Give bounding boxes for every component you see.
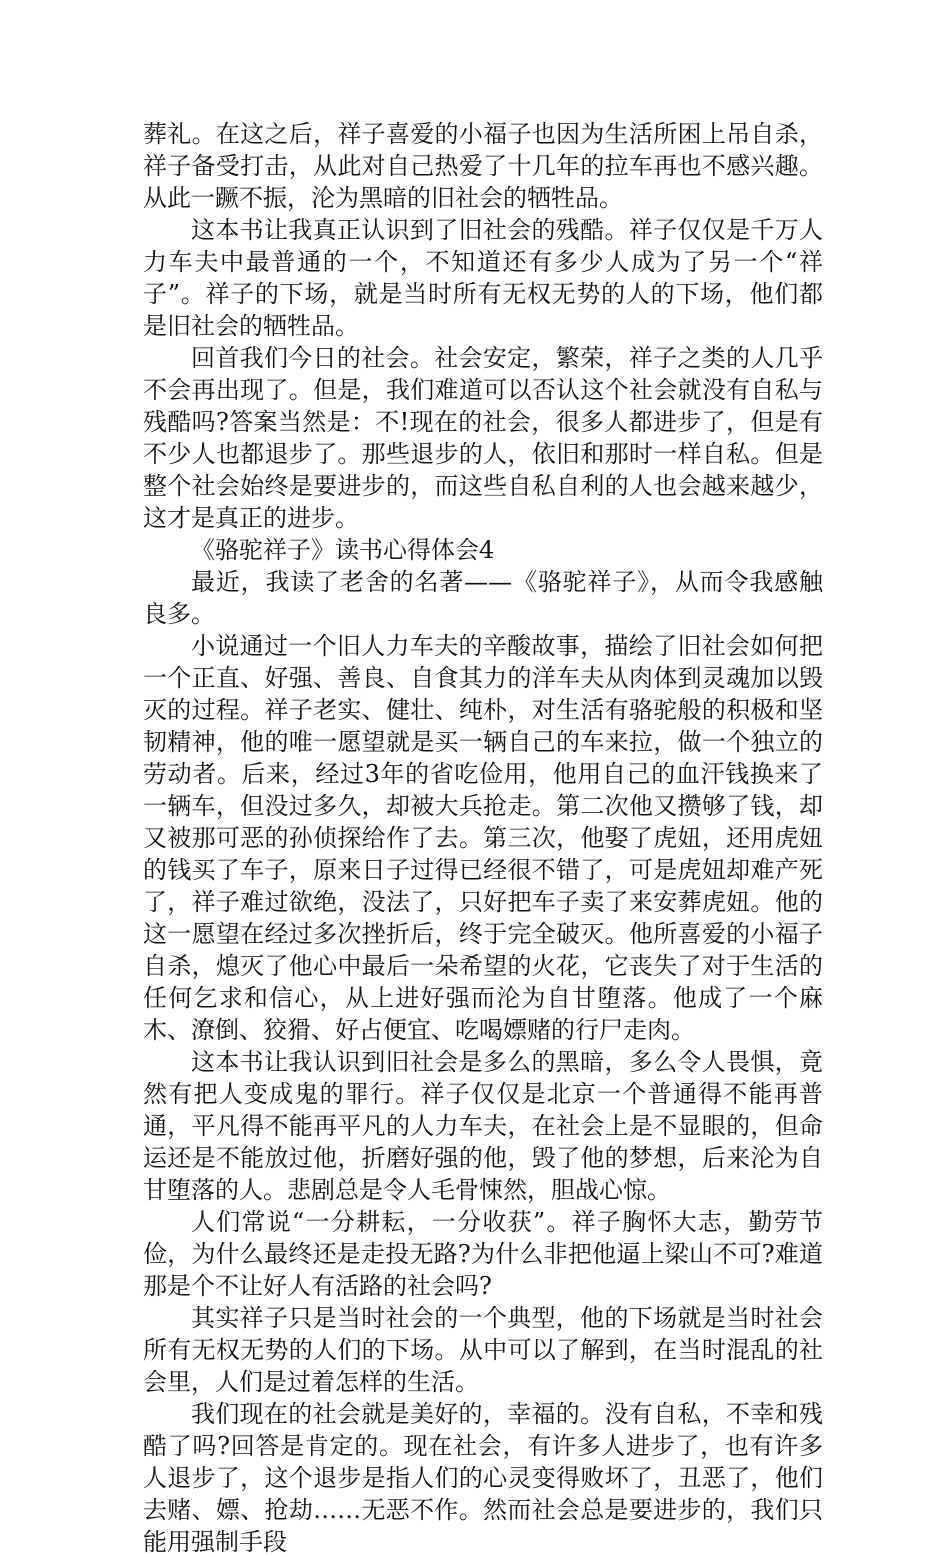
paragraph: 我们现在的社会就是美好的，幸福的。没有自私，不幸和残酷了吗?回答是肯定的。现在社会，有许多人进步了，也有许多人退步了，这个退步是指人们的心灵变得败坏了，丑恶了，他们去赌、嫖、抢劫……无恶不作。然而社会总是要进步的，我们只能用强制手段	[143, 1400, 823, 1556]
paragraph-continuation: 葬礼。在这之后，祥子喜爱的小福子也因为生活所困上吊自杀，祥子备受打击，从此对自己热爱了十几年的拉车再也不感兴趣。从此一蹶不振，沦为黑暗的旧社会的牺牲品。	[143, 120, 823, 212]
paragraph: 小说通过一个旧人力车夫的辛酸故事，描绘了旧社会如何把一个正直、好强、善良、自食其力的洋车夫从肉体到灵魂加以毁灭的过程。祥子老实、健壮、纯朴，对生活有骆驼般的积极和坚韧精神，他的唯一愿望就是买一辆自己的车来拉，做一个独立的劳动者。后来，经过3年的省吃俭用，他用自己的血汗钱换来了一辆车，但没过多久，却被大兵抢走。第二次他又攒够了钱，却又被那可恶的孙侦探给作了去。第三次，他娶了虎妞，还用虎妞的钱买了车子，原来日子过得已经很不错了，可是虎妞却难产死了，祥子难过欲绝，没法了，只好把车子卖了来安葬虎妞。他的这一愿望在经过多次挫折后，终于完全破灭。他所喜爱的小福子自杀，熄灭了他心中最后一朵希望的火花，它丧失了对于生活的任何乞求和信心，从上进好强而沦为自甘堕落。他成了一个麻木、潦倒、狡猾、好占便宜、吃喝嫖赌的行尸走肉。	[143, 632, 823, 1044]
paragraph: 回首我们今日的社会。社会安定，繁荣，祥子之类的人几乎不会再出现了。但是，我们难道可以否认这个社会就没有自私与残酷吗?答案当然是：不!现在的社会，很多人都进步了，但是有不少人也都退步了。那些退步的人，依旧和那时一样自私。但是整个社会始终是要进步的，而这些自私自利的人也会越来越少，这才是真正的进步。	[143, 344, 823, 532]
paragraph: 人们常说“一分耕耘，一分收获”。祥子胸怀大志，勤劳节俭，为什么最终还是走投无路?为什么非把他逼上梁山不可?难道那是个不让好人有活路的社会吗?	[143, 1208, 823, 1300]
paragraph: 最近，我读了老舍的名著——《骆驼祥子》，从而令我感触良多。	[143, 568, 823, 628]
section-heading: 《骆驼祥子》读书心得体会4	[191, 536, 495, 564]
document-body	[143, 118, 823, 1558]
paragraph: 其实祥子只是当时社会的一个典型，他的下场就是当时社会所有无权无势的人们的下场。从中可以了解到，在当时混乱的社会里，人们是过着怎样的生活。	[143, 1304, 823, 1396]
paragraph: 这本书让我认识到旧社会是多么的黑暗，多么令人畏惧，竟然有把人变成鬼的罪行。祥子仅仅是北京一个普通得不能再普通，平凡得不能再平凡的人力车夫，在社会上是不显眼的，但命运还是不能放过他，折磨好强的他，毁了他的梦想，后来沦为自甘堕落的人。悲剧总是令人毛骨悚然，胆战心惊。	[143, 1048, 823, 1204]
paragraph: 这本书让我真正认识到了旧社会的残酷。祥子仅仅是千万人力车夫中最普通的一个，不知道还有多少人成为了另一个“祥子”。祥子的下场，就是当时所有无权无势的人的下场，他们都是旧社会的牺牲品。	[143, 216, 823, 340]
